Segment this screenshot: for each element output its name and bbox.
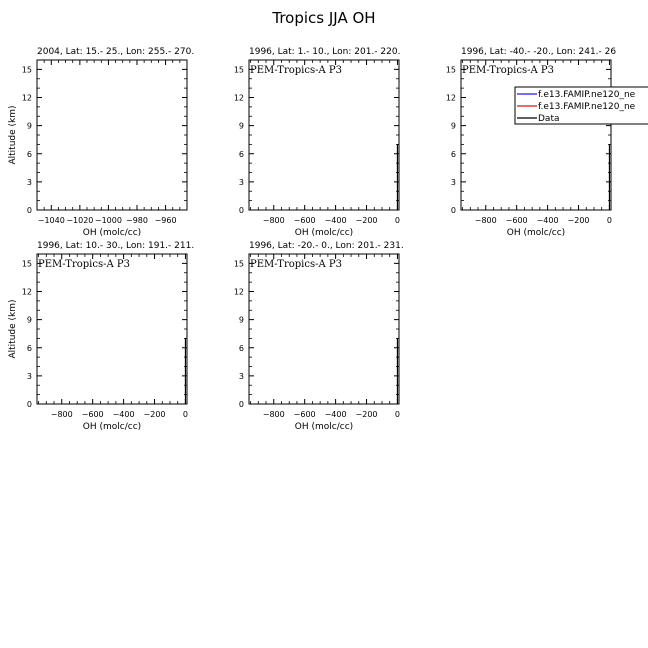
x-axis-label: OH (molc/cc): [82, 228, 142, 238]
panel-annotation: PEM-Tropics-A P3: [250, 65, 342, 76]
y-tick-label: 15: [445, 65, 456, 75]
y-tick-label: 9: [26, 121, 32, 131]
y-axis-label: Altitude (km): [8, 299, 18, 359]
y-tick-label: 3: [238, 371, 244, 381]
x-tick-label: −200: [355, 216, 378, 225]
y-tick-label: 12: [445, 93, 456, 103]
x-axis-label: OH (molc/cc): [294, 228, 354, 238]
legend-label: f.e13.FAMIP.ne120_ne: [538, 90, 636, 100]
y-tick-label: 12: [233, 93, 244, 103]
x-tick-label: −200: [143, 410, 166, 419]
panel-annotation: PEM-Tropics-A P3: [250, 259, 342, 270]
y-tick-label: 6: [238, 149, 244, 159]
y-tick-label: 12: [21, 93, 32, 103]
figure-title: Tropics JJA OH: [272, 9, 376, 27]
y-tick-label: 3: [238, 177, 244, 187]
x-tick-label: −600: [505, 216, 528, 225]
x-tick-label: −400: [536, 216, 559, 225]
y-tick-label: 9: [26, 315, 32, 325]
x-tick-label: −600: [81, 410, 104, 419]
x-tick-label: −800: [262, 216, 285, 225]
x-tick-label: −400: [324, 216, 347, 225]
y-tick-label: 3: [450, 177, 456, 187]
y-tick-label: 6: [26, 149, 32, 159]
y-tick-label: 15: [21, 259, 32, 269]
y-tick-label: 6: [26, 343, 32, 353]
x-axis-label: OH (molc/cc): [506, 228, 566, 238]
y-tick-label: 3: [26, 177, 32, 187]
y-tick-label: 9: [238, 315, 244, 325]
x-tick-label: 0: [606, 216, 613, 225]
x-tick-label: −960: [154, 216, 177, 225]
y-axis-label: Altitude (km): [8, 105, 18, 165]
y-tick-label: 0: [26, 206, 32, 215]
y-tick-label: 12: [233, 287, 244, 297]
y-tick-label: 12: [21, 287, 32, 297]
legend: [515, 87, 648, 124]
panel-annotation: PEM-Tropics-A P3: [38, 259, 130, 270]
y-tick-label: 6: [238, 343, 244, 353]
y-tick-label: 9: [238, 121, 244, 131]
y-tick-label: 0: [450, 206, 456, 215]
x-tick-label: −1000: [94, 216, 122, 225]
x-tick-label: −200: [355, 410, 378, 419]
y-tick-label: 15: [21, 65, 32, 75]
y-tick-label: 9: [450, 121, 456, 131]
y-tick-label: 0: [26, 400, 32, 409]
y-tick-label: 0: [238, 400, 244, 409]
x-tick-label: 0: [394, 216, 401, 225]
x-tick-label: −800: [50, 410, 73, 419]
panel-title: 1996, Lat: -20.- 0., Lon: 201.- 231.: [249, 241, 404, 251]
x-axis-label: OH (molc/cc): [82, 422, 142, 432]
legend-label: f.e13.FAMIP.ne120_ne: [538, 102, 636, 112]
y-tick-label: 0: [238, 206, 244, 215]
x-tick-label: −800: [474, 216, 497, 225]
y-tick-label: 15: [233, 65, 244, 75]
panel-annotation: PEM-Tropics-A P3: [462, 65, 554, 76]
x-tick-label: −980: [126, 216, 148, 225]
panel-title: 1996, Lat: 10.- 30., Lon: 191.- 211.: [37, 241, 195, 251]
x-tick-label: 0: [182, 410, 189, 419]
x-tick-label: −600: [293, 216, 316, 225]
x-tick-label: 0: [394, 410, 401, 419]
x-tick-label: −200: [567, 216, 590, 225]
x-tick-label: −400: [324, 410, 347, 419]
y-tick-label: 15: [233, 259, 244, 269]
panel-title: 1996, Lat: -40.- -20., Lon: 241.- 26: [461, 47, 617, 57]
y-tick-label: 3: [26, 371, 32, 381]
x-tick-label: −600: [293, 410, 316, 419]
x-tick-label: −800: [262, 410, 285, 419]
x-tick-label: −1020: [66, 216, 94, 225]
y-tick-label: 6: [450, 149, 456, 159]
panel-title: 1996, Lat: 1.- 10., Lon: 201.- 220.: [249, 47, 401, 57]
x-axis-label: OH (molc/cc): [294, 422, 354, 432]
x-tick-label: −400: [112, 410, 135, 419]
legend-label: Data: [538, 114, 560, 124]
x-tick-label: −1040: [37, 216, 65, 225]
panel-title: 2004, Lat: 15.- 25., Lon: 255.- 270.: [37, 47, 195, 57]
